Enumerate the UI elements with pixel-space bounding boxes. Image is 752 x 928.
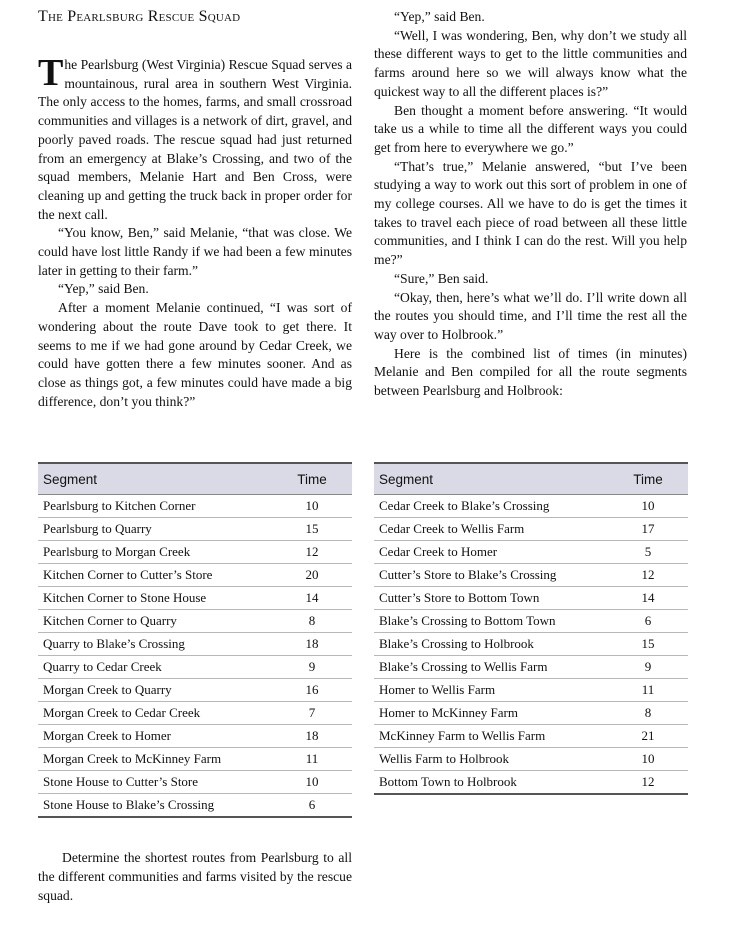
segment-cell: Cutter’s Store to Blake’s Crossing <box>374 564 608 587</box>
table-row <box>38 518 352 541</box>
time-cell: 15 <box>608 633 688 656</box>
table-row <box>38 771 352 794</box>
segment-cell: Kitchen Corner to Cutter’s Store <box>38 564 272 587</box>
paragraph: “Sure,” Ben said. <box>394 270 489 286</box>
table-row <box>38 656 352 679</box>
segment-table-right <box>374 462 688 795</box>
paragraph: “You know, Ben,” said Melanie, “that was close. We could have lost little Randy if we had been a few minutes later in getting to their farm.” <box>38 225 352 278</box>
paragraph: Ben thought a moment before answering. “It would take us a while to time all the different ways you could get from here to everywhere we go.” <box>374 102 687 155</box>
segment-cell: Quarry to Cedar Creek <box>38 656 272 679</box>
paragraph: “Yep,” said Ben. <box>58 281 149 297</box>
segment-cell: Stone House to Cutter’s Store <box>38 771 272 794</box>
time-header: Time <box>608 463 688 495</box>
table-row <box>374 587 688 610</box>
time-cell: 16 <box>272 679 352 702</box>
drop-cap: T <box>38 52 64 94</box>
table-row <box>374 495 688 518</box>
table-row <box>38 633 352 656</box>
table-row <box>374 771 688 795</box>
table-header-row <box>38 463 352 495</box>
table-row <box>38 725 352 748</box>
segment-cell: Cutter’s Store to Bottom Town <box>374 587 608 610</box>
time-cell: 9 <box>272 656 352 679</box>
segment-cell: Blake’s Crossing to Holbrook <box>374 633 608 656</box>
segment-cell: Stone House to Blake’s Crossing <box>38 794 272 818</box>
time-cell: 12 <box>608 771 688 795</box>
page-title: The Pearlsburg Rescue Squad <box>38 8 241 25</box>
paragraph: “Okay, then, here’s what we’ll do. I’ll write down all the routes you should time, and I’ll time the rest all the way over to Holbrook.” <box>374 289 687 342</box>
segment-cell: Morgan Creek to Homer <box>38 725 272 748</box>
paragraph: “Well, I was wondering, Ben, why don’t we study all these different ways to get to the little communities and farms around here so we will always know what the quickest way to all the different places is?” <box>374 27 687 99</box>
time-cell: 8 <box>608 702 688 725</box>
segment-header: Segment <box>38 463 272 495</box>
paragraph: After a moment Melanie continued, “I was sort of wondering about the route Dave took to get there. It seems to me if we had gone around by Cedar Creek, we could have gotten there a few minutes sooner. And as close as things got, a few minutes could have made a big difference, don’t you think?” <box>38 300 352 409</box>
time-cell: 8 <box>272 610 352 633</box>
segment-cell: Blake’s Crossing to Wellis Farm <box>374 656 608 679</box>
table-row <box>38 587 352 610</box>
time-cell: 14 <box>272 587 352 610</box>
segment-header: Segment <box>374 463 608 495</box>
segment-cell: Homer to Wellis Farm <box>374 679 608 702</box>
segment-cell: Homer to McKinney Farm <box>374 702 608 725</box>
segment-cell: Morgan Creek to Cedar Creek <box>38 702 272 725</box>
time-cell: 11 <box>608 679 688 702</box>
segment-cell: Quarry to Blake’s Crossing <box>38 633 272 656</box>
intro-paragraph: The Pearlsburg (West Virginia) Rescue Squad serves a mountainous, rural area in southern West Virginia. The only access to the homes, farms, and small crossroad communities and villages is a network of dirt, gravel, and poorly paved roads. The rescue squad had just returned from an emergency at Blake’s Crossing, and two of the squad members, Melanie Hart and Ben Cross, were cleaning up and getting the truck back in proper order for the next call. <box>38 52 353 222</box>
segment-cell: Cedar Creek to Wellis Farm <box>374 518 608 541</box>
segment-cell: Kitchen Corner to Stone House <box>38 587 272 610</box>
table-row <box>38 748 352 771</box>
segment-cell: Morgan Creek to McKinney Farm <box>38 748 272 771</box>
table-row <box>374 610 688 633</box>
time-cell: 17 <box>608 518 688 541</box>
segment-cell: Cedar Creek to Blake’s Crossing <box>374 495 608 518</box>
table-row <box>38 702 352 725</box>
left-column <box>38 52 353 411</box>
time-cell: 18 <box>272 633 352 656</box>
segment-cell: Wellis Farm to Holbrook <box>374 748 608 771</box>
time-cell: 14 <box>608 587 688 610</box>
time-cell: 15 <box>272 518 352 541</box>
table-row <box>374 725 688 748</box>
table-row <box>38 679 352 702</box>
table-row <box>374 633 688 656</box>
time-cell: 21 <box>608 725 688 748</box>
segment-cell: Bottom Town to Holbrook <box>374 771 608 795</box>
segment-cell: Pearlsburg to Morgan Creek <box>38 541 272 564</box>
time-cell: 9 <box>608 656 688 679</box>
segment-cell: McKinney Farm to Wellis Farm <box>374 725 608 748</box>
time-cell: 10 <box>608 495 688 518</box>
segment-cell: Pearlsburg to Kitchen Corner <box>38 495 272 518</box>
table-row <box>374 748 688 771</box>
time-header: Time <box>272 463 352 495</box>
table-row <box>374 702 688 725</box>
right-column <box>374 8 687 401</box>
time-cell: 10 <box>272 771 352 794</box>
closing-question <box>38 848 352 905</box>
table-row <box>38 610 352 633</box>
segment-cell: Kitchen Corner to Quarry <box>38 610 272 633</box>
table-row <box>38 794 352 818</box>
table-row <box>38 541 352 564</box>
table-header-row <box>374 463 688 495</box>
time-cell: 5 <box>608 541 688 564</box>
table-row <box>374 679 688 702</box>
time-cell: 12 <box>272 541 352 564</box>
segment-table-left <box>38 462 352 818</box>
segment-cell: Morgan Creek to Quarry <box>38 679 272 702</box>
paragraph: “That’s true,” Melanie answered, “but I’ve been studying a way to work out this sort of problem in one of my college courses. All we have to do is get the times it takes to travel each piece of road between all these little communities, and I think I can do the rest. Will you help me?” <box>374 158 687 268</box>
table-row <box>374 656 688 679</box>
table-row <box>374 518 688 541</box>
time-cell: 7 <box>272 702 352 725</box>
table-row <box>374 564 688 587</box>
time-cell: 12 <box>608 564 688 587</box>
segment-cell: Blake’s Crossing to Bottom Town <box>374 610 608 633</box>
time-cell: 18 <box>272 725 352 748</box>
table-row <box>374 541 688 564</box>
time-cell: 6 <box>608 610 688 633</box>
segment-cell: Pearlsburg to Quarry <box>38 518 272 541</box>
paragraph: “Yep,” said Ben. <box>394 9 485 24</box>
time-cell: 11 <box>272 748 352 771</box>
table-row <box>38 495 352 518</box>
time-cell: 6 <box>272 794 352 818</box>
closing-paragraph: Determine the shortest routes from Pearlsburg to all the different communities and farms visited by the rescue squad. <box>38 850 352 903</box>
time-cell: 10 <box>272 495 352 518</box>
segment-cell: Cedar Creek to Homer <box>374 541 608 564</box>
paragraph: Here is the combined list of times (in minutes) Melanie and Ben compiled for all the route segments between Pearlsburg and Holbrook: <box>374 345 687 399</box>
time-cell: 20 <box>272 564 352 587</box>
time-cell: 10 <box>608 748 688 771</box>
table-row <box>38 564 352 587</box>
